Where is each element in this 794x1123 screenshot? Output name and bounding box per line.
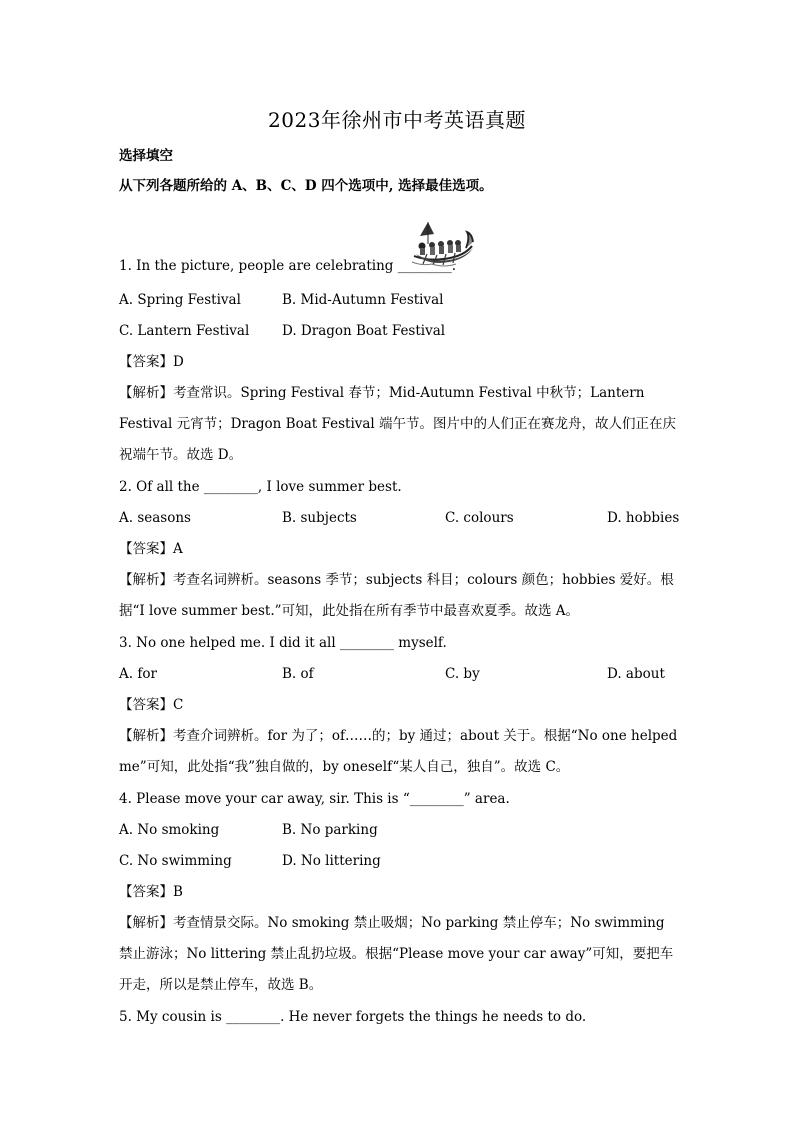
- q4-answer: 【答案】B: [119, 884, 183, 900]
- q3-option-a: A. for: [119, 666, 157, 682]
- section-heading: 选择填空: [119, 148, 173, 164]
- q3-option-d: D. about: [607, 666, 665, 682]
- q3-answer: 【答案】C: [119, 697, 184, 713]
- q1-option-c: C. Lantern Festival: [119, 323, 250, 339]
- q1-analysis: 【解析】考查常识。Spring Festival 春节；Mid-Autumn Festival 中秋节；Lantern Festival 元宵节；Dragon Boat Festival 端午节。图片中的人们正在赛龙舟，故人们正在庆祝端午节。故选 D。: [119, 385, 677, 463]
- q4-option-d: D. No littering: [282, 853, 381, 869]
- page-title: 2023年徐州市中考英语真题: [268, 108, 526, 132]
- q1-option-d: D. Dragon Boat Festival: [282, 323, 446, 339]
- question-3-stem: 3. No one helped me. I did it all ________ myself.: [119, 635, 447, 651]
- question-1-stem: 1. In the picture, people are celebrating ________.: [119, 258, 456, 274]
- q2-answer: 【答案】A: [119, 541, 183, 557]
- q4-option-b: B. No parking: [282, 822, 378, 838]
- q2-option-b: B. subjects: [282, 510, 357, 526]
- q3-analysis: 【解析】考查介词辨析。for 为了；of……的；by 通过；about 关于。根据“No one helped me”可知，此处指“我”独自做的，by oneself“某人自己，独自”。故选 C。: [119, 728, 678, 775]
- q1-option-a: A. Spring Festival: [119, 292, 241, 308]
- q3-option-b: B. of: [282, 666, 314, 682]
- q3-option-c: C. by: [445, 666, 480, 682]
- instruction-text: 从下列各题所给的 A、B、C、D 四个选项中, 选择最佳选项。: [119, 178, 493, 194]
- question-4-stem: 4. Please move your car away, sir. This is “________” area.: [119, 791, 510, 807]
- question-5-stem: 5. My cousin is ________. He never forgets the things he needs to do.: [119, 1009, 587, 1025]
- q4-analysis: 【解析】考查情景交际。No smoking 禁止吸烟；No parking 禁止停车；No swimming 禁止游泳；No littering 禁止乱扔垃圾。根据“Please move your car away”可知，要把车开走，所以是禁止停车，故选 B。: [119, 915, 674, 993]
- question-2-stem: 2. Of all the ________, I love summer best.: [119, 479, 402, 495]
- q1-option-b: B. Mid-Autumn Festival: [282, 292, 444, 308]
- q4-option-c: C. No swimming: [119, 853, 232, 869]
- q2-option-c: C. colours: [445, 510, 514, 526]
- q1-answer: 【答案】D: [119, 354, 184, 370]
- q2-option-d: D. hobbies: [607, 510, 680, 526]
- q2-option-a: A. seasons: [119, 510, 191, 526]
- q2-analysis: 【解析】考查名词辨析。seasons 季节；subjects 科目；colours 颜色；hobbies 爱好。根据“I love summer best.”可知，此处指在所有季节中最喜欢夏季。故选 A。: [119, 572, 674, 619]
- q4-option-a: A. No smoking: [119, 822, 220, 838]
